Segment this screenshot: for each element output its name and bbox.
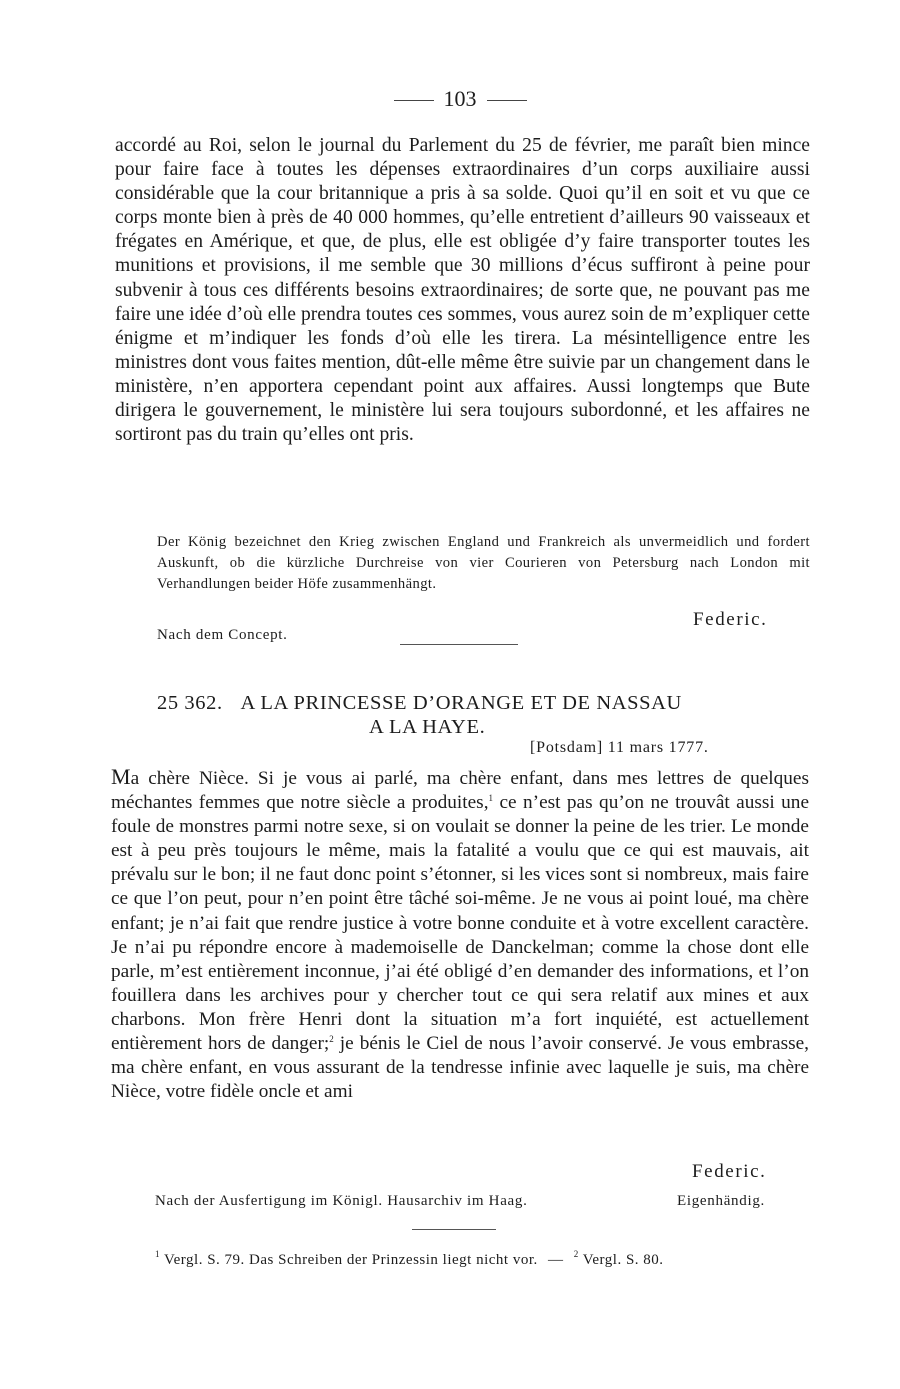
footnote-mark-1: 1 [155,1249,160,1259]
footnote-ref-2: 2 [329,1034,334,1045]
footnotes [155,1249,664,1269]
source-note-second: Nach der Ausfertigung im Königl. Hausarchiv im Haag. [155,1193,528,1209]
header-dash-right [487,100,527,101]
letter-text-part1: a chère Nièce. Si je vous ai parlé, ma chère enfant, dans mes lettres de quelques méchantes femmes que notre siècle a produites, [111,768,809,814]
letter-title-line2: A LA HAYE. [369,716,486,738]
footnote-text-1: Vergl. S. 79. Das Schreiben der Prinzessin liegt nicht vor. [163,1252,538,1268]
letter-title-line1: A LA PRINCESSE D’ORANGE ET DE NASSAU [240,692,682,714]
page-number-header [380,86,540,112]
letter-date: [Potsdam] 11 mars 1777. [530,739,709,756]
signature-first: Federic. [693,609,768,630]
letter-body [111,765,809,1104]
footnote-text-2: Vergl. S. 80. [582,1252,664,1268]
continuation-paragraph [115,134,810,447]
letter-text [111,765,809,1104]
source-note-handwritten: Eigenhändig. [677,1193,765,1209]
footnote-divider [412,1229,496,1230]
salutation-initial: M [111,764,131,789]
footnote-ref-1: 1 [488,793,494,804]
letter-heading [157,691,682,715]
summary-text: Der König bezeichnet den Krieg zwischen England und Frankreich als unvermeidlich und fordert Auskunft, ob die kürzliche Durchreise von vier Courieren von Petersburg nach London mit Verhandlungen beider Höfe zusammenhängt. [157,534,810,592]
footnote-mark-2: 2 [573,1249,579,1259]
signature-second: Federic. [692,1161,767,1182]
letter-text-part3: je bénis le Ciel de nous l’avoir conservé. Je vous embrasse, ma chère enfant, en vous assurant de la tendresse infinie avec laquelle je suis, ma chère Nièce, votre fidèle oncle et ami [111,1033,809,1103]
header-dash-left [394,100,434,101]
continuation-text: accordé au Roi, selon le journal du Parlement du 25 de février, me paraît bien mince pour faire face à toutes les dépenses extraordinaires d’un corps auxiliaire aussi considérable que la cour britannique a pris à sa solde. Quoi qu’il en soit et vu que ce corps monte bien à près de 40 000 hommes, qu’elle entretient d’ailleurs 90 vaisseaux et frégates en Amérique, et que, de plus, elle est obligée d’y faire transporter toutes les munitions et provisions, il me semble que 30 millions d’écus suffiront à peine pour subvenir à tous ces différents besoins extraordinaires; de sorte que, ne pouvant pas me faire une idée d’où elle prendra toutes ces sommes, vous aurez soin de m’expliquer cette énigme et m’indiquer les fonds d’où elle les tirera. La mésintelligence entre les ministres dont vous faites mention, dût-elle même être suivie par un changement dans le ministère, n’en apportera cependant point aux affaires. Aussi longtemps que Bute dirigera le gouvernement, le ministère lui sera toujours subordonné, et les affaires ne sortiront pas du train qu’elles ont pris. [115,135,810,446]
letter-number: 25 362. [157,692,223,714]
letter-summary [157,532,810,595]
page-number: 103 [443,86,477,111]
section-divider [400,644,518,645]
letter-text-part2: ce n’est pas qu’on ne trouvât aussi une foule de monstres parmi notre sexe, si on voulait se donner la peine de les trier. Le monde est à peu près toujours le même, mais la fatalité a voulu que ce qui est mauvais, ait prévalu sur le bon; il ne faut donc point s’étonner, si les vices sont si nombreux, mais faire ce que l’on peut, pour n’en point être tâché soi-même. Je ne vous ai point loué, ma chère enfant; je n’ai fait que rendre justice à votre bonne conduite et à votre excellent caractère. Je n’ai pu répondre encore à mademoiselle de Danckelman; comme la chose dont elle parle, m’est entièrement inconnue, j’ai été obligé d’en demander des informations, et l’on fouillera dans les archives pour y chercher tout ce qui sera relatif aux mines et aux charbons. Mon frère Henri dont la situation m’a fort inquiété, est actuellement entièrement hors de danger; [111,792,810,1055]
footnote-separator: — [548,1252,564,1268]
source-note-first: Nach dem Concept. [157,627,288,643]
